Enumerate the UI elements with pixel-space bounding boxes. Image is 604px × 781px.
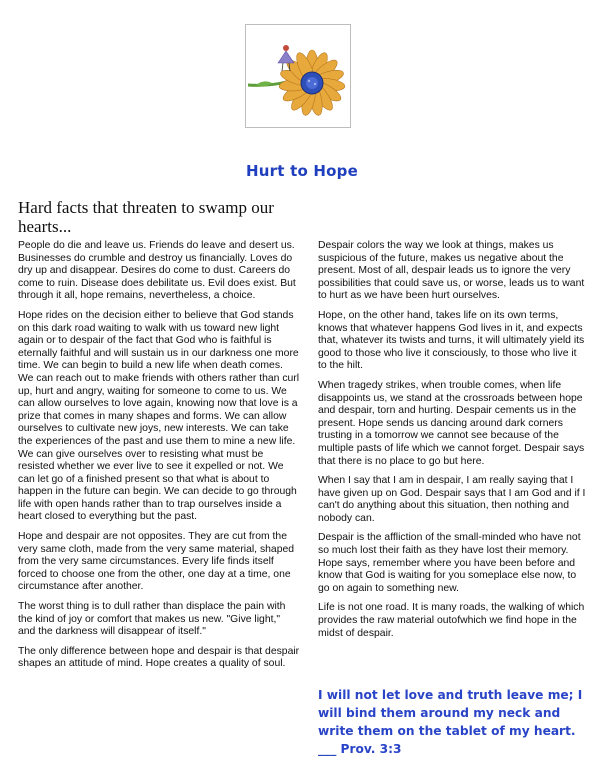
- left-paragraph: The only difference between hope and despair is that despair shapes an attitude of mind. Hope creates a quality of soul.: [18, 645, 300, 670]
- scripture-quote: I will not let love and truth leave me; I will bind them around my neck and write them on the tablet of my heart. ___ Prov. 3:3: [318, 688, 583, 756]
- left-column: [18, 240, 300, 678]
- right-paragraph: Hope, on the other hand, takes life on its own terms, knows that whatever happens God lives in it, and expects that, whatever its twists and turns, it will ultimately yield its good to those who live it consciously, to those who live it to the hilt.: [318, 309, 585, 372]
- left-paragraph: The worst thing is to dull rather than displace the pain with the kind of joy or comfort that makes us new. "Give light," and the darkness will disappear of itself.": [18, 601, 286, 638]
- right-column: [318, 240, 588, 647]
- right-paragraph: Despair is the affliction of the small-minded who have not so much lost their faith as they have lost their memory. Hope says, remember where you have been before and know that God is waiting for you someplace else now, to go on again to something new.: [318, 532, 581, 594]
- right-paragraph: When tragedy strikes, when trouble comes, when life disappoints us, we stand at the crossroads between hope and despair, torn and hurting. Despair cements us in the present. Hope sends us dancing around dark corners trusting in a tomorrow we cannot see because of the multiple pasts of life which we cannot forget. Despair says that there is no place to go but here.: [318, 379, 585, 467]
- left-paragraph: Hope and despair are not opposites. They are cut from the very same cloth, made from the very same material, shaped from the very same circumstances. Every life finds itself forced to choose one from the other, one day at a time, one circumstance after another.: [18, 531, 295, 593]
- right-paragraph: When I say that I am in despair, I am really saying that I have given up on God. Despair says that I am God and if I can't do anything about this situation, then nothing and nobody can.: [318, 475, 586, 524]
- left-paragraph: People do die and leave us. Friends do leave and desert us. Businesses do crumble and destroy us financially. Loves do dry up and disappear. Desires do come to dust. Careers do come to ruin. Disease does debilitate us. Evil does exist. But through it all, hope remains, nevertheless, a choice.: [18, 240, 296, 302]
- right-paragraph: Despair colors the way we look at things, makes us suspicious of the future, makes us negative about the present. Most of all, despair leads us to ignore the very possibilities that could save us, or worse, leads us to want to hurt as we have been hurt ourselves.: [318, 240, 585, 302]
- right-paragraph: Life is not one road. It is many roads, the walking of which provides the raw material outofwhich we find hope in the midst of despair.: [318, 602, 585, 639]
- page-title: Hurt to Hope: [246, 162, 358, 180]
- sunflower-with-ladybug-icon: [246, 25, 350, 127]
- page-subtitle: Hard facts that threaten to swamp our hearts...: [18, 198, 274, 236]
- left-paragraph: Hope rides on the decision either to believe that God stands on this dark road waiting to walk with us toward new light again or to despair of the fact that God who is faithful is eternally faithful and will sustain us in our darkness one more time. We can begin to build a new life when death comes. We can reach out to make friends with others rather than curl up, hurt and angry, waiting for someone to come to us. We can allow ourselves to love again, knowing now that love is a prize that comes in many shapes and forms. We can allow ourselves to cultivate new joys, new interests. We can take the experiences of the past and use them to mine a new life. We can give ourselves over to resisting what must be resisted whether we ever live to see it expelled or not. We can let go of a finished present so that what is about to happen in the future can begin. We can decide to go through life with open hands rather than to trap ourselves inside a heart closed to everything but the past.: [18, 309, 300, 523]
- header-illustration: [245, 24, 351, 128]
